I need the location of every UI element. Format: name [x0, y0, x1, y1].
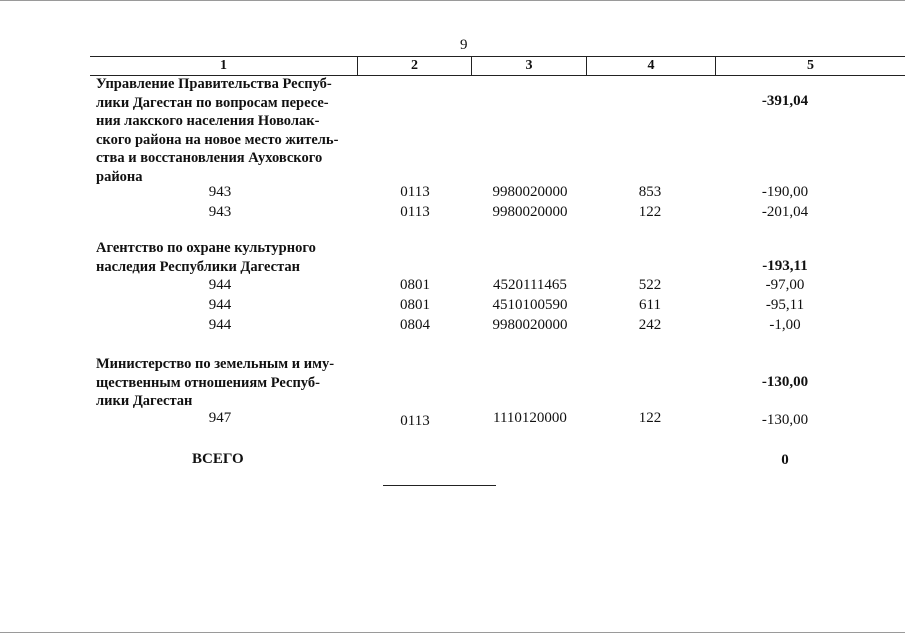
organization-name — [96, 239, 358, 276]
cell-section: 0113 — [400, 413, 430, 429]
cell-type: 611 — [639, 297, 661, 313]
cell-sum: -1,00 — [769, 317, 801, 333]
scan-edge-bottom — [0, 632, 905, 633]
cell-article: 9980020000 — [492, 317, 568, 333]
grand-total-value: 0 — [781, 452, 789, 468]
cell-type: 122 — [638, 204, 662, 220]
org-name-line: ского района на новое место житель- — [96, 131, 339, 148]
cell-code: 943 — [208, 204, 232, 220]
org-name-line: наследия Республики Дагестан — [96, 258, 300, 275]
cell-code: 947 — [208, 410, 232, 426]
table-header — [90, 56, 905, 76]
org-name-line: щественным отношениям Респуб- — [96, 374, 320, 391]
scan-edge-top — [0, 0, 905, 1]
cell-section: 0801 — [400, 297, 430, 313]
table-row — [0, 297, 905, 317]
organization-total: -193,11 — [762, 258, 808, 274]
cell-code: 943 — [208, 184, 232, 200]
table-row — [0, 277, 905, 297]
cell-section: 0804 — [400, 317, 430, 333]
cell-code: 944 — [208, 317, 232, 333]
org-name-line: лики Дагестан — [96, 393, 193, 409]
table-row — [0, 317, 905, 337]
cell-sum: -190,00 — [761, 184, 809, 200]
column-header-4: 4 — [587, 57, 716, 75]
cell-type: 522 — [638, 277, 662, 293]
cell-sum: -130,00 — [761, 412, 809, 428]
table-row — [0, 204, 905, 224]
cell-article: 1110120000 — [493, 410, 567, 426]
grand-total-label: ВСЕГО — [192, 451, 244, 467]
org-name-line: района — [96, 168, 143, 185]
table-row — [0, 184, 905, 204]
column-header-5: 5 — [807, 58, 814, 73]
cell-code: 944 — [208, 297, 232, 313]
cell-code: 944 — [208, 277, 232, 293]
cell-sum: -95,11 — [765, 297, 805, 313]
cell-type: 242 — [638, 317, 662, 333]
cell-section: 0113 — [400, 184, 430, 200]
end-rule-divider — [383, 485, 496, 486]
cell-article: 4510100590 — [492, 297, 568, 313]
column-header-2: 2 — [358, 57, 472, 75]
table-row — [0, 410, 905, 430]
organization-total: -391,04 — [761, 93, 809, 109]
column-header-3: 3 — [472, 57, 587, 75]
cell-sum: -201,04 — [761, 204, 809, 220]
cell-section: 0801 — [400, 277, 430, 293]
cell-type: 122 — [638, 410, 662, 426]
org-name-line: Министерство по земельным и иму- — [96, 356, 335, 372]
cell-article: 9980020000 — [492, 184, 568, 200]
cell-article: 4520111465 — [493, 277, 567, 293]
org-name-line: Управление Правительства Респуб- — [96, 76, 332, 92]
organization-total: -130,00 — [761, 374, 809, 390]
org-name-line: Агентство по охране культурного — [96, 240, 316, 256]
org-name-line: ния лакского населения Новолак- — [96, 113, 320, 129]
cell-type: 853 — [638, 184, 662, 200]
org-name-line: ства и восстановления Ауховского — [96, 150, 323, 166]
cell-sum: -97,00 — [765, 277, 805, 293]
page-number: 9 — [460, 37, 468, 53]
cell-article: 9980020000 — [492, 204, 568, 220]
column-header-1: 1 — [90, 57, 358, 75]
org-name-line: лики Дагестан по вопросам пересе- — [96, 94, 329, 111]
cell-section: 0113 — [400, 204, 430, 220]
organization-name — [96, 355, 358, 411]
organization-name — [96, 75, 358, 186]
